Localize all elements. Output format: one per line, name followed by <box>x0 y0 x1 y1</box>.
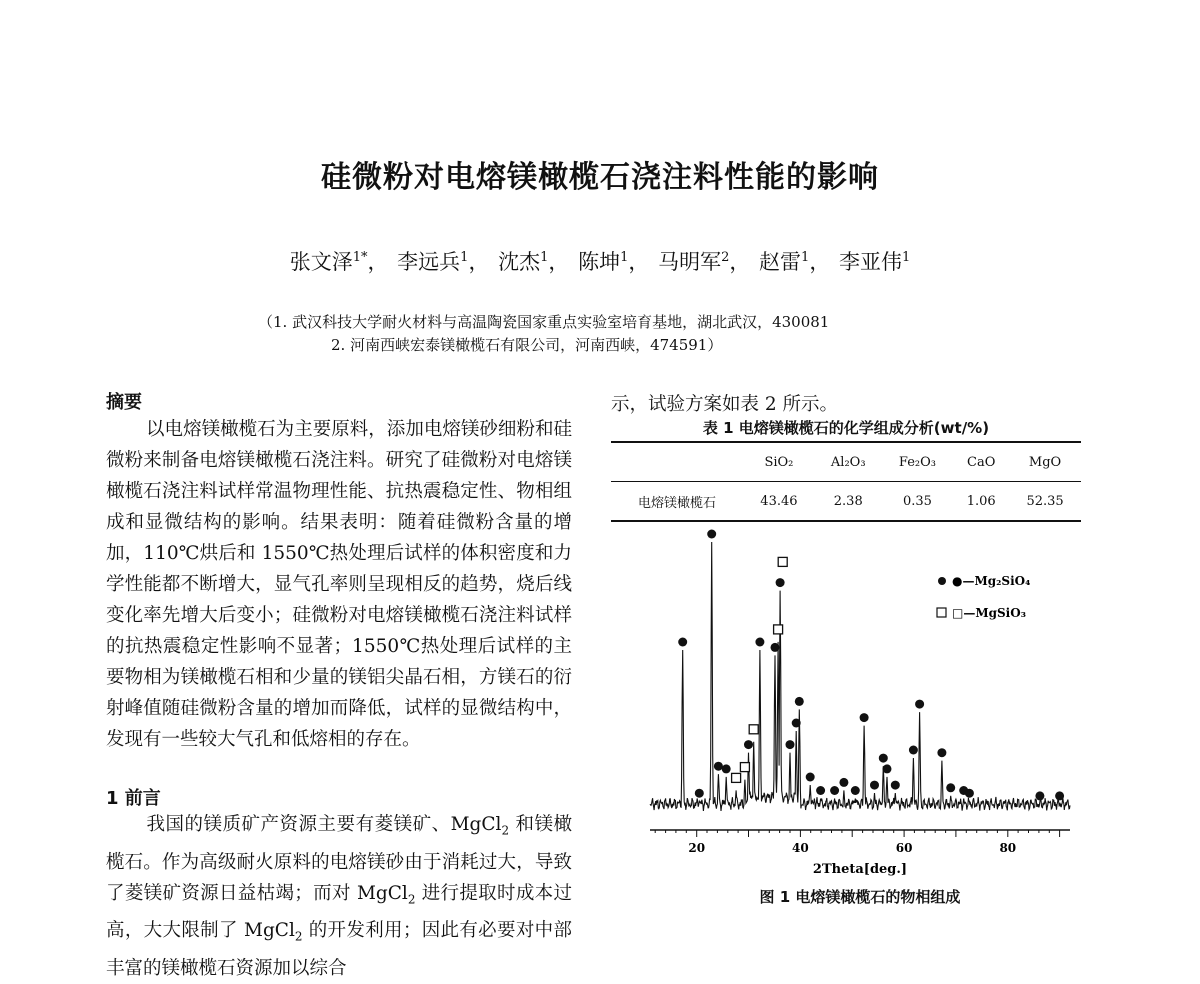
x-ticks-group <box>655 830 1059 855</box>
abstract-text: 以电熔镁橄榄石为主要原料，添加电熔镁砂细粉和硅微粉来制备电熔镁橄榄石浇注料。研究了硅微粉对电熔镁橄榄石浇注料试样常温物理性能、抗热震稳定性、物相组成和显微结构的影响。结果表明：随着硅微粉含量的增加，110℃烘后和 1550℃热处理后试样的体积密度和力学性能都不断增大，显气孔率则呈现相反的趋势，烧后线变化率先增大后变小；硅微粉对电熔镁橄榄石浇注料试样的抗热震稳定性影响不显著；1550℃热处理后试样的主要物相为镁橄榄石相和少量的镁铝尖晶石相，方镁石的衍射峰值随硅微粉含量的增加而降低，试样的显微结构中，发现有一些较大气孔和低熔相的存在。 <box>106 419 572 750</box>
forsterite-marker <box>946 783 955 792</box>
table-cell: 52.35 <box>1009 482 1081 522</box>
legend-entry: ●—Mg₂SiO₄ <box>952 574 1031 588</box>
forsterite-marker <box>792 719 801 728</box>
forsterite-marker <box>771 643 780 652</box>
legend-dot-symbol <box>938 577 946 585</box>
affiliation-line-1: （1. 武汉科技大学耐火材料与高温陶瓷国家重点实验室培育基地，湖北武汉，430081 <box>258 313 830 331</box>
enstatite-marker <box>778 557 787 566</box>
forsterite-marker <box>870 781 879 790</box>
legend-entry: □—MgSiO₃ <box>952 606 1026 620</box>
table-row <box>611 482 1081 522</box>
forsterite-marker <box>915 700 924 709</box>
enstatite-marker <box>774 625 783 634</box>
composition-table <box>611 441 1081 522</box>
table-header-cell: MgO <box>1009 442 1081 482</box>
forsterite-marker <box>795 697 804 706</box>
enstatite-marker <box>749 725 758 734</box>
enstatite-marker <box>732 773 741 782</box>
x-tick-label: 20 <box>688 841 706 855</box>
forsterite-marker <box>806 773 815 782</box>
author: 张文泽$^{1*}$， <box>289 250 389 274</box>
x-axis-label: 2Theta[deg.] <box>812 862 908 877</box>
forsterite-marker <box>860 713 869 722</box>
forsterite-marker <box>1055 791 1064 800</box>
forsterite-marker <box>714 762 723 771</box>
forsterite-marker <box>1035 791 1044 800</box>
forsterite-marker <box>879 754 888 763</box>
table-row-label: 电熔镁橄榄石 <box>611 482 743 522</box>
xrd-chart <box>640 528 1080 880</box>
forsterite-marker <box>909 746 918 755</box>
table-header-cell: Fe₂O₃ <box>882 442 954 482</box>
table-cell: 0.35 <box>882 482 954 522</box>
author: 赵雷$^1$， <box>759 250 831 274</box>
forsterite-marker <box>937 748 946 757</box>
table-header-cell <box>611 442 743 482</box>
intro-text: 我国的镁质矿产资源主要有菱镁矿、MgCl$_2$ 和镁橄榄石。作为高级耐火原料的电熔镁砂由于消耗过大，导致了菱镁矿资源日益枯竭；而对 MgCl$_2$ 进行提取时成本过高，大大限制了 MgCl$_2$ 的开发利用；因此有必要对中部丰富的镁橄榄石资源加以综合 <box>106 814 572 980</box>
forsterite-marker <box>744 740 753 749</box>
table1-caption: 表 1 电熔镁橄榄石的化学组成分析(wt/%) <box>702 419 990 437</box>
forsterite-marker <box>755 638 764 647</box>
author: 沈杰$^1$， <box>498 250 570 274</box>
author: 李亚伟$^1$ <box>839 250 911 274</box>
author: 陈坤$^1$， <box>578 250 650 274</box>
author-list <box>0 246 1200 276</box>
table-header-row <box>611 442 1081 482</box>
forsterite-marker <box>839 778 848 787</box>
xrd-markers-group <box>678 530 1064 801</box>
table-header-cell: Al₂O₃ <box>815 442 882 482</box>
forsterite-marker <box>883 764 892 773</box>
forsterite-marker <box>830 786 839 795</box>
affiliation-line-2: 2. 河南西峡宏泰镁橄榄石有限公司，河南西峡，474591） <box>331 336 723 354</box>
x-tick-label: 40 <box>792 841 809 855</box>
chart-legend <box>952 574 1030 620</box>
forsterite-marker <box>816 786 825 795</box>
forsterite-marker <box>695 789 704 798</box>
author: 李远兵$^1$， <box>397 250 490 274</box>
forsterite-marker <box>678 638 687 647</box>
forsterite-marker <box>786 740 795 749</box>
paper-title: 硅微粉对电熔镁橄榄石浇注料性能的影响 <box>321 160 879 195</box>
table-cell: 2.38 <box>815 482 882 522</box>
right-column-text: 示，试验方案如表 2 所示。 <box>611 394 839 415</box>
x-tick-label: 60 <box>895 841 913 855</box>
abstract-heading: 摘要 <box>106 392 142 413</box>
legend-square-symbol <box>937 608 946 617</box>
table-header-cell: CaO <box>953 442 1009 482</box>
table-cell: 1.06 <box>953 482 1009 522</box>
enstatite-marker <box>740 763 749 772</box>
intro-heading: 1 前言 <box>106 788 161 809</box>
figure1-caption: 图 1 电熔镁橄榄石的物相组成 <box>759 888 961 906</box>
forsterite-marker <box>965 789 974 798</box>
forsterite-marker <box>707 530 716 539</box>
x-tick-label: 80 <box>999 841 1017 855</box>
author: 马明军$^2$， <box>658 250 751 274</box>
forsterite-marker <box>776 578 785 587</box>
table-cell: 43.46 <box>743 482 815 522</box>
forsterite-marker <box>722 764 731 773</box>
forsterite-marker <box>891 781 900 790</box>
table-header-cell: SiO₂ <box>743 442 815 482</box>
forsterite-marker <box>851 786 860 795</box>
